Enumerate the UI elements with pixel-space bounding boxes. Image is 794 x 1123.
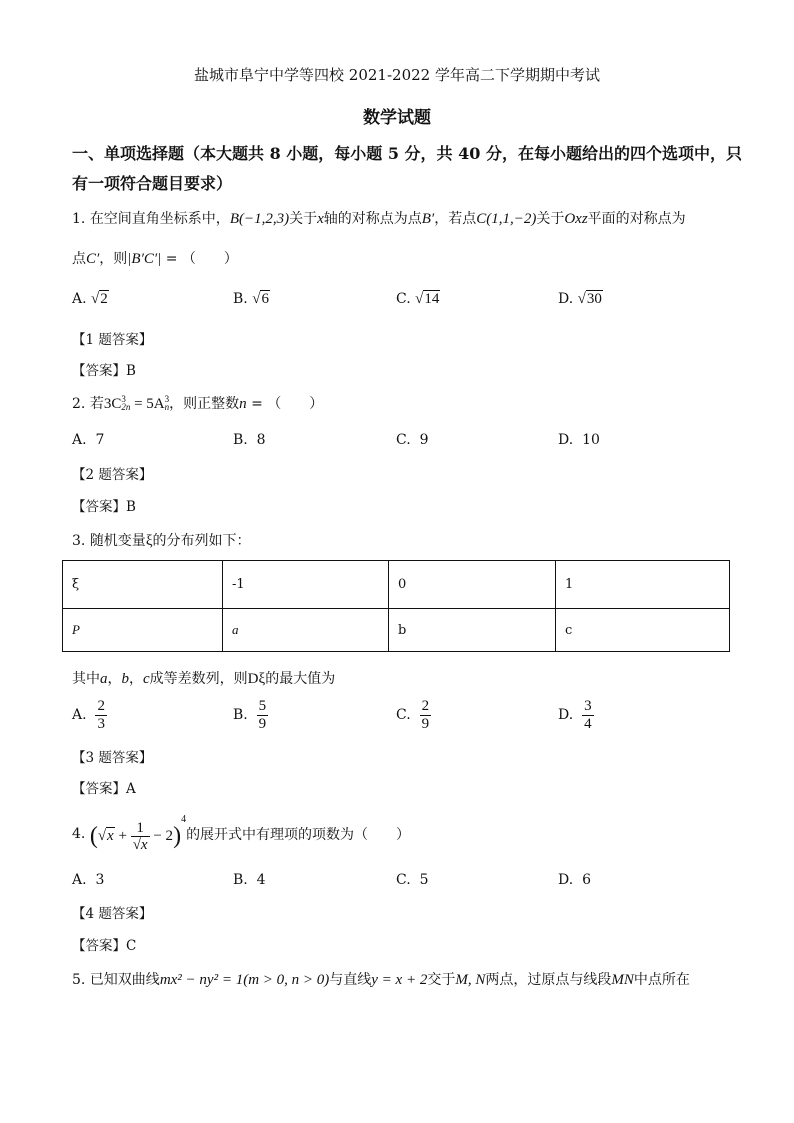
- option-a: [72, 698, 107, 732]
- option-b: [233, 432, 266, 448]
- fraction: [131, 820, 150, 854]
- separator: ，: [129, 671, 143, 687]
- sqrt-expression: √6: [252, 291, 269, 307]
- superscript: 3: [121, 394, 126, 405]
- question-text: = （ ）: [246, 396, 324, 412]
- math-scripts: [121, 396, 130, 411]
- question-text: 中点所在: [633, 972, 690, 988]
- table-cell: b: [389, 609, 556, 652]
- option-a: [72, 872, 104, 888]
- option-c: [396, 872, 429, 888]
- option-b: [233, 698, 268, 732]
- option-label: B.: [233, 291, 248, 307]
- question-text: 交于: [427, 972, 456, 988]
- question-text: 的展开式中有理项的项数为（ ）: [186, 826, 411, 843]
- fraction: [582, 698, 594, 732]
- option-d: [558, 872, 591, 888]
- question-3-condition: [72, 668, 335, 688]
- answer: 【答案】A: [72, 781, 136, 797]
- option-label: C.: [396, 872, 411, 888]
- math-combination: 3C: [103, 396, 122, 412]
- question-text: ，则正整数: [169, 396, 240, 412]
- option-label: B.: [233, 707, 248, 723]
- radicand: 6: [261, 291, 269, 307]
- option-d: [558, 432, 600, 448]
- table-cell: 1: [556, 561, 730, 609]
- math-arrangement: = 5A: [130, 396, 165, 412]
- question-number: 5.: [72, 972, 86, 988]
- question-text: 在空间直角坐标系中，: [89, 211, 230, 227]
- option-label: A.: [72, 291, 87, 307]
- math-segment: MN: [611, 972, 634, 988]
- numerator: 2: [97, 698, 105, 714]
- answer-tag: 【3 题答案】: [72, 750, 153, 766]
- sqrt-expression: √x: [97, 828, 114, 845]
- option-label: A.: [72, 432, 87, 448]
- radicand: x: [140, 837, 148, 854]
- question-text: 随机变量: [89, 533, 146, 549]
- radicand: 2: [100, 291, 108, 307]
- question-text: 若: [89, 396, 104, 412]
- denominator: 9: [258, 715, 267, 732]
- page-title: 数学试题: [363, 108, 431, 128]
- question-text: 点: [72, 251, 86, 267]
- fraction: [95, 698, 107, 732]
- numerator: 5: [258, 698, 267, 714]
- option-text: 9: [419, 432, 429, 448]
- math-a: a: [100, 671, 108, 687]
- option-b: [233, 872, 266, 888]
- option-text: 3: [95, 872, 105, 888]
- numerator: 3: [584, 698, 592, 714]
- question-text: 已知双曲线: [89, 972, 160, 988]
- option-label: A.: [72, 872, 87, 888]
- table-row: [63, 609, 730, 652]
- question-number: 4.: [72, 825, 86, 842]
- math-hyperbola: mx² − ny² = 1(m > 0, n > 0): [159, 972, 330, 988]
- math-points: M, N: [455, 972, 486, 988]
- option-label: D.: [558, 291, 574, 307]
- question-text: ，则: [99, 251, 128, 267]
- paren-open: (: [89, 823, 98, 850]
- question-text: 的最大值为: [265, 671, 336, 687]
- question-text: 关于: [536, 211, 565, 227]
- option-d: [558, 698, 594, 732]
- answer-tag: 【2 题答案】: [72, 467, 153, 483]
- option-label: C.: [396, 291, 411, 307]
- sqrt-expression: √2: [91, 291, 108, 307]
- math-x: x: [317, 211, 324, 227]
- exam-header: 盐城市阜宁中学等四校 2021-2022 学年高二下学期期中考试: [194, 66, 600, 84]
- exponent: 4: [181, 814, 187, 825]
- option-text: 4: [256, 872, 266, 888]
- math-b-prime: B′: [421, 211, 435, 227]
- math-point-b: B(−1,2,3): [229, 211, 290, 227]
- option-label: C.: [396, 432, 411, 448]
- option-label: A.: [72, 707, 87, 723]
- question-number: 3.: [72, 533, 86, 549]
- distribution-table: [62, 560, 730, 652]
- question-text: 与直线: [329, 972, 372, 988]
- question-1-line2: [72, 248, 238, 268]
- section-title-line2: 有一项符合题目要求）: [72, 174, 233, 193]
- paren-close: ): [173, 823, 182, 850]
- question-text: 轴的对称点为点: [323, 211, 422, 227]
- math-b: b: [121, 671, 129, 687]
- math-expression: [89, 814, 187, 854]
- math-n: n: [239, 396, 247, 412]
- math-variance: Dξ: [247, 671, 266, 687]
- plus-sign: +: [114, 828, 131, 845]
- numerator: 1: [131, 820, 150, 838]
- answer: 【答案】B: [72, 499, 136, 515]
- section-title-line1: 一、单项选择题（本大题共 8 小题，每小题 5 分，共 40 分，在每小题给出的四个选项中，只: [72, 144, 742, 163]
- table-cell: 0: [389, 561, 556, 609]
- option-text: 5: [419, 872, 429, 888]
- option-a: [72, 432, 104, 448]
- question-text: ，若点: [434, 211, 477, 227]
- table-cell: -1: [223, 561, 389, 609]
- option-c: [396, 291, 440, 308]
- sqrt-expression: √14: [415, 291, 440, 307]
- question-number: 1.: [72, 211, 86, 227]
- question-text: 其中: [72, 671, 100, 687]
- option-c: [396, 432, 429, 448]
- question-text: 平面的对称点为: [587, 211, 686, 227]
- question-1-line1: [72, 208, 686, 228]
- option-b: [233, 291, 270, 308]
- subscript: n: [164, 402, 170, 412]
- question-5: [72, 969, 690, 989]
- table-cell: P: [63, 609, 223, 652]
- question-text: = （ ）: [161, 251, 238, 267]
- answer-tag: 【4 题答案】: [72, 906, 153, 922]
- question-text: 两点，过原点与线段: [485, 972, 612, 988]
- table-cell: a: [223, 609, 389, 652]
- separator: ，: [107, 671, 122, 687]
- question-text: 关于: [289, 211, 318, 227]
- fraction: [257, 698, 269, 732]
- table-row: [63, 561, 730, 609]
- superscript: 3: [164, 394, 170, 405]
- math-c-prime: C′: [86, 251, 100, 267]
- question-2: [72, 393, 323, 413]
- option-a: [72, 291, 109, 308]
- denominator: 9: [421, 715, 430, 732]
- radicand: 14: [424, 291, 440, 307]
- denominator: 3: [97, 715, 105, 732]
- option-c: [396, 698, 431, 732]
- math-distance: |B′C′|: [127, 251, 162, 267]
- answer: 【答案】C: [72, 938, 137, 954]
- math-point-c: C(1,1,−2): [476, 211, 537, 227]
- subscript: 2n: [121, 402, 131, 412]
- option-label: D.: [558, 707, 574, 723]
- answer-tag: 【1 题答案】: [72, 332, 153, 348]
- option-text: 7: [95, 432, 105, 448]
- answer: 【答案】B: [72, 363, 136, 379]
- option-label: B.: [233, 432, 248, 448]
- minus-two: − 2: [149, 828, 174, 845]
- option-label: D.: [558, 872, 574, 888]
- option-label: D.: [558, 432, 574, 448]
- math-line: y = x + 2: [371, 972, 428, 988]
- denominator: √x: [132, 837, 148, 854]
- question-text: 成等差数列，则: [149, 671, 248, 687]
- sqrt-expression: √30: [577, 291, 602, 307]
- radicand: 30: [586, 291, 602, 307]
- math-c: c: [143, 671, 150, 687]
- option-label: C.: [396, 707, 411, 723]
- option-text: 10: [582, 432, 600, 448]
- math-oxz: Oxz: [564, 211, 588, 227]
- option-label: B.: [233, 872, 248, 888]
- table-cell: ξ: [63, 561, 223, 609]
- question-3: [72, 530, 251, 550]
- option-text: 8: [256, 432, 266, 448]
- numerator: 2: [421, 698, 430, 714]
- option-text: 6: [582, 872, 592, 888]
- question-number: 2.: [72, 396, 86, 412]
- denominator: 4: [584, 715, 592, 732]
- option-d: [558, 291, 603, 308]
- math-xi: ξ: [145, 533, 153, 549]
- question-4: [72, 814, 410, 854]
- table-cell: c: [556, 609, 730, 652]
- radicand: x: [107, 828, 114, 845]
- fraction: [420, 698, 432, 732]
- question-text: 的分布列如下：: [152, 533, 251, 549]
